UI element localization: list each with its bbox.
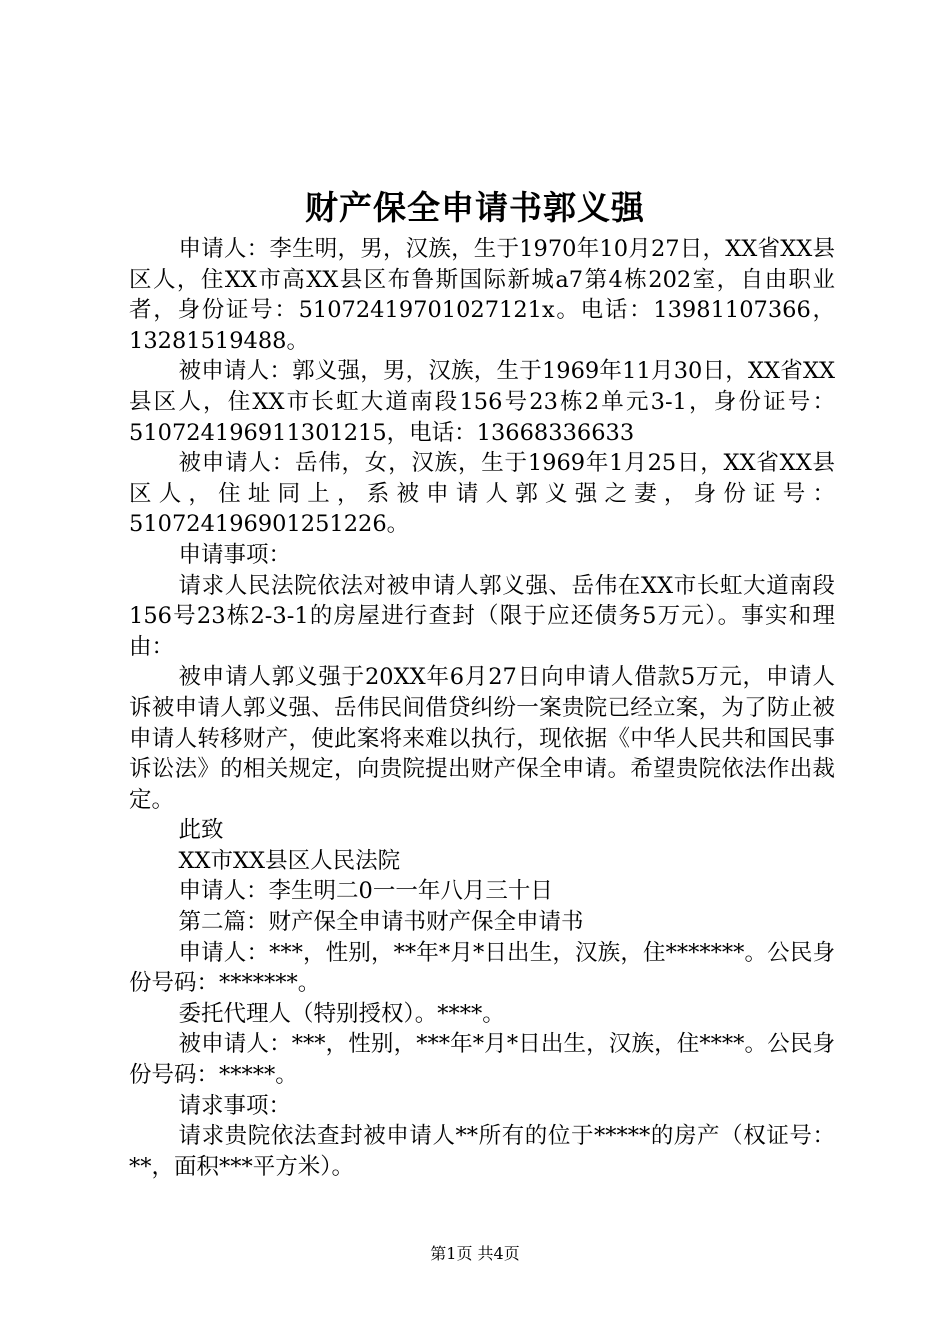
page-indicator: 第1页 共4页: [430, 1244, 520, 1263]
paragraph: 请求人民法院依法对被申请人郭义强、岳伟在XX市长虹大道南段156号23栋2-3-1的房屋进行查封（限于应还债务5万元）。事实和理由：: [129, 572, 835, 660]
paragraph: 被申请人：岳伟，女，汉族，生于1969年1月25日，XX省XX县区人，住址同上，系被申请人郭义强之妻，身份证号：510724196901251226。: [129, 450, 835, 538]
paragraph: 请求事项：: [178, 1092, 292, 1119]
paragraph: 请求贵院依法查封被申请人**所有的位于*****的房产（权证号：**，面积***平方米）。: [129, 1123, 835, 1180]
document-body: [129, 234, 835, 1182]
paragraph: 申请人：李生明二0一一年八月三十日: [178, 878, 553, 905]
paragraph: XX市XX县区人民法院: [178, 847, 401, 874]
paragraph: 申请事项：: [178, 541, 292, 568]
paragraph: 被申请人：郭义强，男，汉族，生于1969年11月30日，XX省XX县区人，住XX市长虹大道南段156号23栋2单元3-1，身份证号：510724196911301215，电话：13668336633: [129, 358, 835, 446]
paragraph: 申请人：***，性别，**年*月*日出生，汉族，住*******。公民身份号码：*******。: [129, 939, 835, 997]
paragraph: 被申请人郭义强于20XX年6月27日向申请人借款5万元，申请人诉被申请人郭义强、岳伟民间借贷纠纷一案贵院已经立案，为了防止被申请人转移财产，使此案将来难以执行，现依据《中华人民共和国民事诉讼法》的相关规定，向贵院提出财产保全申请。希望贵院依法作出裁定。: [129, 664, 835, 813]
paragraph: 委托代理人（特别授权）。****。: [178, 1000, 505, 1027]
paragraph: 被申请人：***，性别，***年*月*日出生，汉族，住****。公民身份号码：*****。: [129, 1031, 835, 1089]
document-title: 财产保全申请书郭义强: [305, 188, 645, 227]
paragraph: 此致: [178, 817, 224, 844]
paragraph: 申请人：李生明，男，汉族，生于1970年10月27日，XX省XX县区人，住XX市高XX县区布鲁斯国际新城a7第4栋202室，自由职业者，身份证号：51072419701027121x。电话：13981107366，13281519488。: [129, 236, 835, 354]
paragraph: 第二篇：财产保全申请书财产保全申请书: [178, 909, 584, 936]
